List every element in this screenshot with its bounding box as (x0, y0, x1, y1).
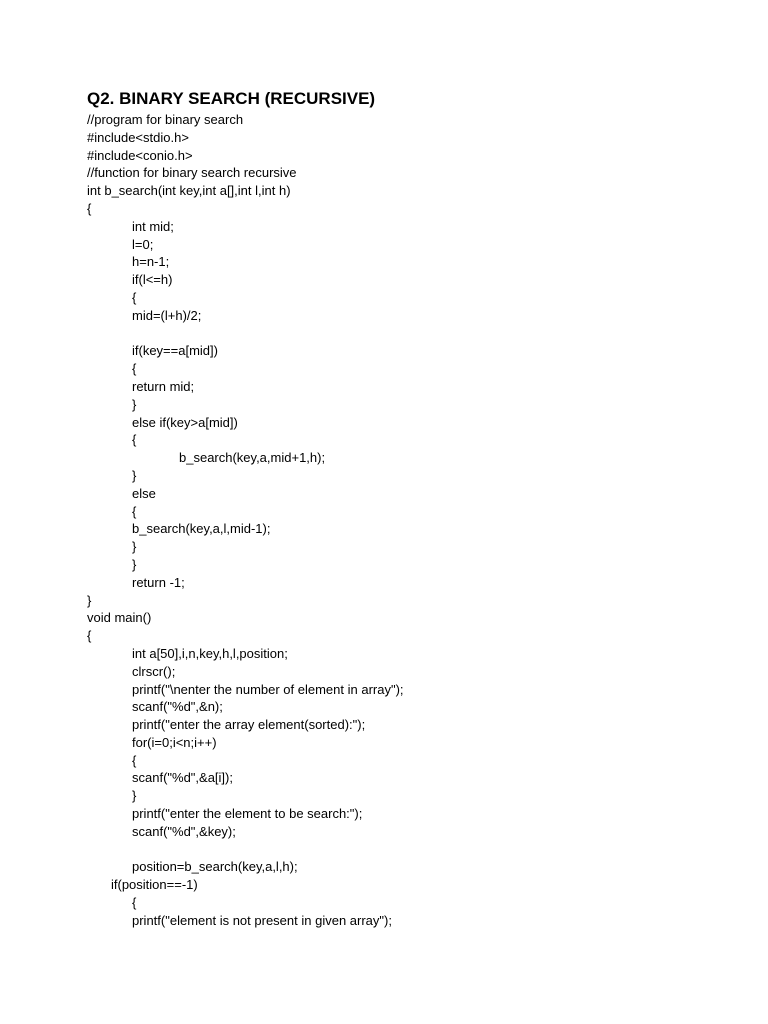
code-line: { (132, 432, 137, 448)
code-line: clrscr(); (132, 663, 176, 679)
page-title: Q2. BINARY SEARCH (RECURSIVE) (87, 89, 376, 108)
code-line: } (132, 556, 137, 572)
code-line: position=b_search(key,a,l,h); (132, 859, 298, 875)
code-block (87, 111, 747, 930)
code-line: h=n-1; (132, 254, 170, 270)
code-line: } (132, 788, 137, 804)
code-line: int b_search(int key,int a[],int l,int h) (87, 183, 291, 199)
code-line: { (87, 628, 92, 644)
code-line: else (132, 485, 156, 501)
code-line: return mid; (132, 378, 195, 394)
code-line: scanf("%d",&a[i]); (132, 770, 233, 786)
code-line: #include<stdio.h> (87, 129, 189, 145)
code-line: printf("enter the array element(sorted):"); (132, 717, 366, 733)
code-line: printf("\nenter the number of element in array"); (132, 681, 404, 697)
code-line: scanf("%d",&key); (132, 823, 236, 839)
code-line: int a[50],i,n,key,h,l,position; (132, 645, 288, 661)
code-line: b_search(key,a,mid+1,h); (179, 450, 326, 466)
code-line: { (87, 200, 92, 216)
code-line: #include<conio.h> (87, 147, 193, 163)
code-line: scanf("%d",&n); (132, 699, 223, 715)
code-line: { (132, 361, 137, 377)
code-line: //function for binary search recursive (87, 165, 297, 181)
code-line: { (132, 895, 137, 911)
code-line: l=0; (132, 236, 154, 252)
code-line: b_search(key,a,l,mid-1); (132, 521, 271, 537)
code-line: } (132, 467, 137, 483)
code-line: if(key==a[mid]) (132, 343, 218, 359)
code-line: mid=(l+h)/2; (132, 307, 202, 323)
code-line: else if(key>a[mid]) (132, 414, 238, 430)
code-line: //program for binary search (87, 112, 244, 127)
code-line: { (132, 752, 137, 768)
code-line: } (132, 396, 137, 412)
code-line: for(i=0;i<n;i++) (132, 734, 217, 750)
blank-line (87, 325, 747, 343)
code-line: { (132, 289, 137, 305)
code-line: void main() (87, 610, 152, 626)
code-line: if(position==-1) (111, 877, 198, 893)
code-line: if(l<=h) (132, 272, 173, 288)
code-line: { (132, 503, 137, 519)
code-line: int mid; (132, 218, 174, 234)
code-line: printf("element is not present in given array"); (132, 912, 392, 928)
code-line: printf("enter the element to be search:"); (132, 806, 363, 822)
code-line: return -1; (132, 574, 185, 590)
code-line: } (132, 539, 137, 555)
code-line: } (87, 592, 92, 608)
blank-line (87, 841, 747, 859)
